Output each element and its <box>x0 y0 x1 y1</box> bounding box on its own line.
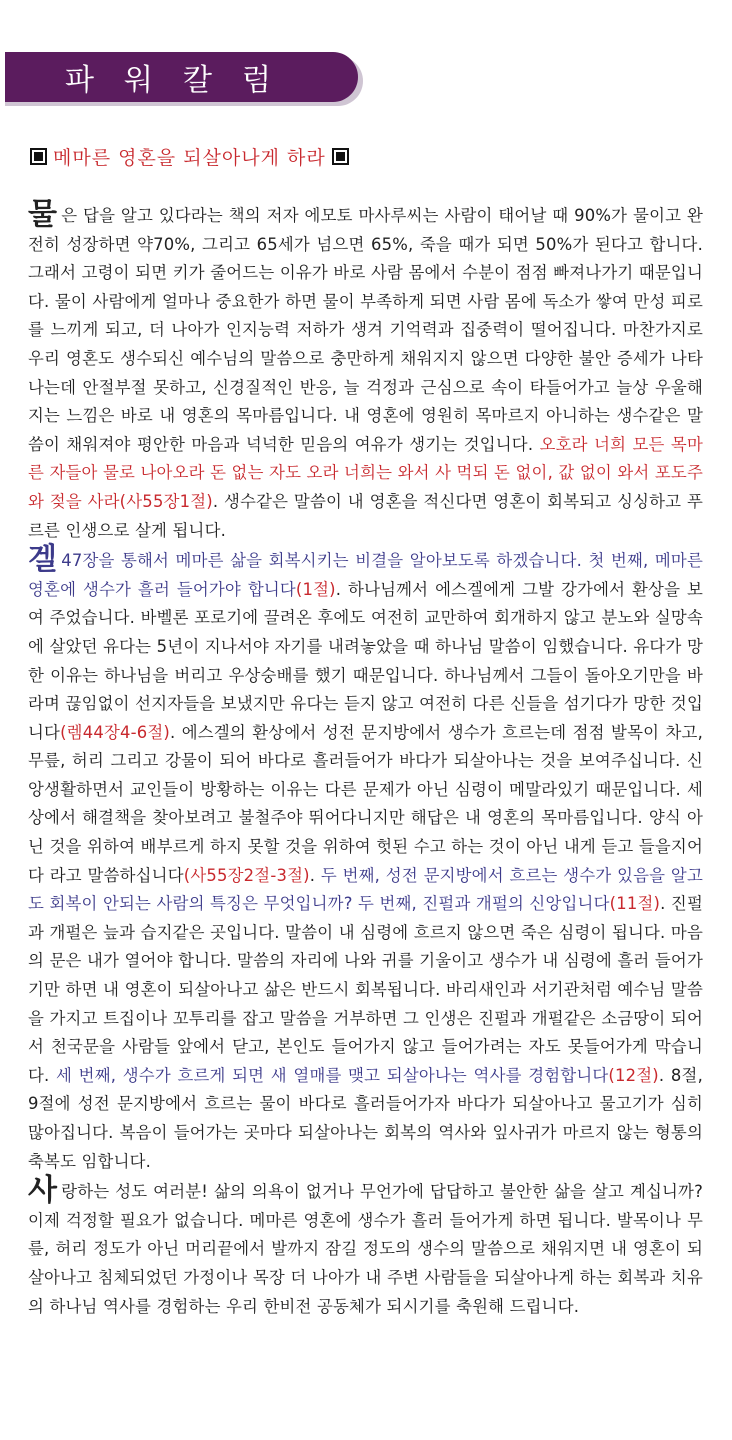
square-bullet-icon <box>30 148 47 165</box>
dropcap: 사 <box>28 1173 58 1209</box>
square-bullet-icon <box>332 148 349 165</box>
scripture-reference: (사55장2절-3절) <box>183 865 310 885</box>
headline-text: 메마른 영혼을 되살아나게 하라 <box>53 147 326 169</box>
column-banner <box>5 52 358 102</box>
banner-title: 파워칼럼 <box>65 63 301 98</box>
scripture-quote: 오호라 너희 모든 목마른 자들아 물로 나아오라 돈 없는 자도 오라 너희는 와서 사 먹되 돈 없이, 값 없이 와서 포도주와 젖을 사라(사55장1절) <box>28 434 703 511</box>
paragraph-text: . <box>309 865 321 885</box>
paragraph-2 <box>28 542 704 1176</box>
paragraph-text: . 진펄과 개펄은 늪과 습지같은 곳입니다. 말씀이 내 심령에 흐르지 않으면 죽은 심령이 됩니다. 마음의 문은 내가 열어야 합니다. 말씀의 자리에 나와 귀를 기울이고 생수가 내 심령에 흘러 들어가기만 하면 내 영혼이 되살아나고 삶은 반드시 회복됩니다. 바리새인과 서기관처럼 예수님 말씀을 가지고 트집이나 꼬투리를 잡고 말씀을 거부하면 그 인생은 진펄과 개펄같은 소금땅이 되어서 천국문을 사람들 앞에서 닫고, 본인도 들어가지 않고 들어가려는 자도 못들어가게 막습니다. <box>28 894 703 1085</box>
paragraph-text: . 하나님께서 에스겔에게 그발 강가에서 환상을 보여 주었습니다. 바벨론 포로기에 끌려온 후에도 여전히 교만하여 회개하지 않고 분노와 실망속에 살았던 유다는 5년이 지나서야 자기를 내려놓았을 때 하나님 말씀이 임했습니다. 유다가 망한 이유는 하나님을 버리고 우상숭배를 했기 때문입니다. 하나님께서 그들이 돌아오기만을 바라며 끊임없이 선지자들을 보냈지만 유다는 듣지 않고 여전히 다른 신들을 섬기다가 망한 것입니다 <box>28 579 703 742</box>
dropcap: 물 <box>28 197 58 232</box>
scripture-reference: (11절) <box>609 894 661 914</box>
scripture-reference: (12절) <box>608 1065 659 1085</box>
point-heading: 두 번째, 성전 문지방에서 흐르는 생수가 있음을 알고도 회복이 안되는 사람의 특징은 무엇입니까? 두 번째, 진펄과 개펄의 신앙입니다 <box>28 865 704 914</box>
paragraph-text: 랑하는 성도 여러분! 삶의 의욕이 없거나 무언가에 답답하고 불안한 삶을 살고 계십니까? 이제 걱정할 필요가 없습니다. 메마른 영혼에 생수가 흘러 들어가게 하면 됩니다. 발목이나 무릎, 허리 정도가 아닌 머리끝에서 발까지 잠길 정도의 생수의 말씀으로 채워지면 내 영혼이 되살아나고 침체되었던 가정이나 목장 더 나아가 내 주변 사람들을 되살아나게 하는 회복과 치유의 하나님 역사를 경험하는 우리 한비전 공동체가 되시기를 축원해 드립니다. <box>28 1182 703 1316</box>
article-headline <box>24 143 355 170</box>
paragraph-1 <box>28 197 703 545</box>
point-heading: 세 번째, 생수가 흐르게 되면 새 열매를 맺고 되살아나는 역사를 경험합니다 <box>56 1065 609 1085</box>
article-body <box>28 197 704 1321</box>
paragraph-text: . 에스겔의 환상에서 성전 문지방에서 생수가 흐르는데 점점 발목이 차고, 무릎, 허리 그리고 강물이 되어 바다로 흘러들어가 바다가 되살아나는 것을 보여주십니다. 신앙생활하면서 교인들이 방황하는 이유는 다른 문제가 아닌 심령이 메말라있기 때문입니다. 세상에서 해결책을 찾아보려고 불철주야 뛰어다니지만 해답은 내 영혼의 목마름입니다. 양식 아닌 것을 위하여 배부르게 하지 못할 것을 위하여 헛된 수고 하는 것이 아닌 내게 듣고 들을지어다 라고 말씀하십니다 <box>28 722 703 885</box>
paragraph-3 <box>28 1173 703 1321</box>
paragraph-text: . 8절, 9절에 성전 문지방에서 흐르는 물이 바다로 흘러들어가자 바다가 되살아나고 물고기가 심히 많아집니다. 복음이 들어가는 곳마다 되살아나는 회복의 역사와 잎사귀가 마르지 않는 형통의 축복도 임합니다. <box>28 1065 703 1171</box>
point-heading: 47장을 통해서 메마른 삶을 회복시키는 비결을 알아보도록 하겠습니다. 첫 번째, 메마른 영혼에 생수가 흘러 들어가야 합니다 <box>28 551 703 599</box>
scripture-reference: (1절) <box>295 579 336 599</box>
dropcap: 겔 <box>28 542 58 578</box>
paragraph-text: 은 답을 알고 있다라는 책의 저자 에모토 마사루씨는 사람이 태어날 때 90%가 물이고 완전히 성장하면 약70%, 그리고 65세가 넘으면 65%, 죽을 때가 되면 50%가 된다고 합니다. 그래서 고령이 되면 키가 줄어드는 이유가 바로 사람 몸에서 수분이 점점 빠져나가기 때문입니다. 물이 사람에게 얼마나 중요한가 하면 물이 부족하게 되면 사람 몸에 독소가 쌓여 만성 피로를 느끼게 되고, 더 나아가 인지능력 저하가 생겨 기억력과 집중력이 떨어집니다. 마찬가지로 우리 영혼도 생수되신 예수님의 말씀으로 충만하게 채워지지 않으면 다양한 불안 증세가 나타나는데 안절부절 못하고, 신경질적인 반응, 늘 걱정과 근심으로 속이 타들어가고 늘상 우울해지는 느낌은 바로 내 영혼의 목마름입니다. 내 영혼에 영원히 목마르지 아니하는 생수같은 말씀이 채워져야 평안한 마음과 넉넉한 믿음의 여유가 생기는 것입니다. <box>28 206 703 454</box>
paragraph-text: . 생수같은 말씀이 내 영혼을 적신다면 영혼이 회복되고 싱싱하고 푸르른 인생으로 살게 됩니다. <box>28 491 703 540</box>
scripture-reference: (렘44장4-6절) <box>60 722 170 742</box>
